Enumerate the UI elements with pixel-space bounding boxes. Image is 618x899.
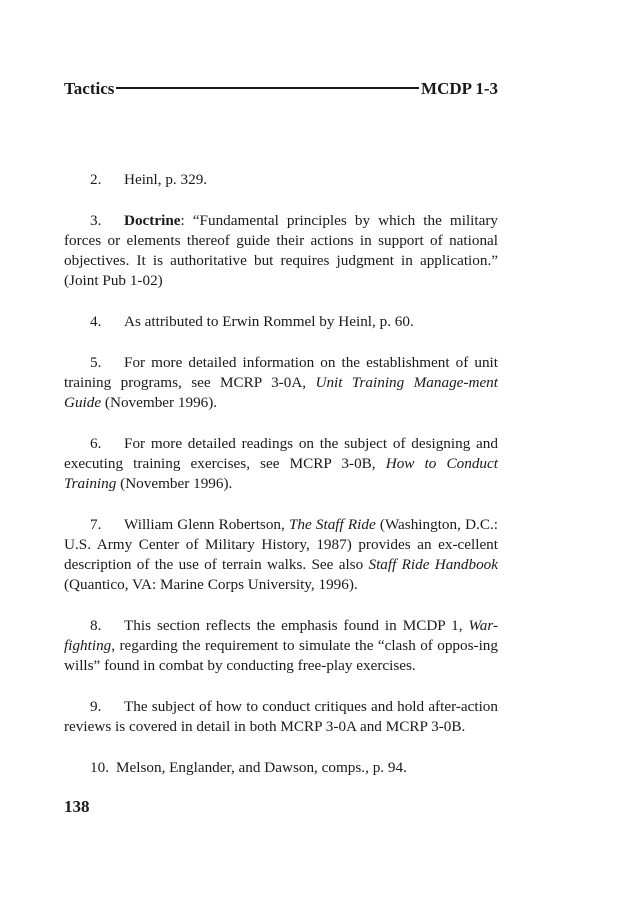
endnote-text: William Glenn Robertson, [124, 516, 289, 533]
endnote-8 [64, 616, 498, 676]
running-header [64, 78, 498, 100]
page-number: 138 [64, 797, 90, 816]
endnote-text: Heinl, p. 329. [124, 171, 208, 188]
endnote-text: , regarding the requirement to simulate the “clash of oppos-ing wills” found in combat by conducting free-play exercises. [64, 637, 498, 674]
endnote-text: The subject of how to conduct critiques and hold after-action reviews is covered in detail in both MCRP 3-0A and MCRP 3-0B. [64, 698, 498, 735]
endnote-number: 6. [90, 435, 102, 452]
endnote-4 [64, 312, 498, 332]
endnote-text: : “Fundamental principles by which the military forces or elements thereof guide their actions in support of national objectives. It is authoritative but requires judgment in application.” (Joint Pub 1-02) [64, 212, 498, 289]
endnote-text: Melson, Englander, and Dawson, comps., p. 94. [116, 759, 407, 776]
endnote-6 [64, 434, 498, 494]
header-rule [116, 87, 419, 89]
endnote-title-italic: War-fighting [64, 617, 498, 654]
endnote-title-italic: The Staff Ride [288, 516, 376, 533]
endnote-text: (Washington, D.C.: U.S. Army Center of Military History, 1987) provides an ex-cellent description of the use of terrain walks. See also [64, 516, 498, 573]
endnote-3 [64, 211, 498, 291]
endnote-text: (November 1996). [101, 394, 218, 411]
endnote-10 [64, 758, 498, 778]
endnote-number: 7. [90, 516, 102, 533]
endnote-title-italic: Unit Training Manage-ment Guide [64, 374, 498, 411]
running-header-publication-code: MCDP 1-3 [421, 79, 498, 98]
endnote-text: For more detailed readings on the subject of designing and executing training exercises, see MCRP 3-0B, [64, 435, 498, 472]
endnote-7 [64, 515, 498, 595]
endnote-text: This section reflects the emphasis found in MCDP 1, [124, 617, 469, 634]
endnote-5 [64, 353, 498, 413]
endnote-text: For more detailed information on the establishment of unit training programs, see MCRP 3-0A, [64, 354, 498, 391]
endnote-title-italic: Staff Ride Handbook [368, 556, 499, 573]
endnote-number: 5. [90, 354, 102, 371]
endnote-number: 10. [90, 759, 109, 776]
endnotes-list [64, 170, 498, 799]
endnote-title-italic: How to Conduct Training [64, 455, 498, 492]
endnote-2 [64, 170, 498, 190]
endnote-text: As attributed to Erwin Rommel by Heinl, p. 60. [124, 313, 414, 330]
endnote-term: Doctrine [124, 212, 181, 229]
endnote-text: (Quantico, VA: Marine Corps University, 1996). [64, 576, 358, 593]
running-header-title: Tactics [64, 79, 115, 98]
endnote-text: (November 1996). [116, 475, 233, 492]
endnote-number: 3. [90, 212, 102, 229]
endnote-number: 8. [90, 617, 102, 634]
endnote-number: 9. [90, 698, 102, 715]
endnote-number: 2. [90, 171, 102, 188]
endnote-9 [64, 697, 498, 737]
endnote-number: 4. [90, 313, 102, 330]
